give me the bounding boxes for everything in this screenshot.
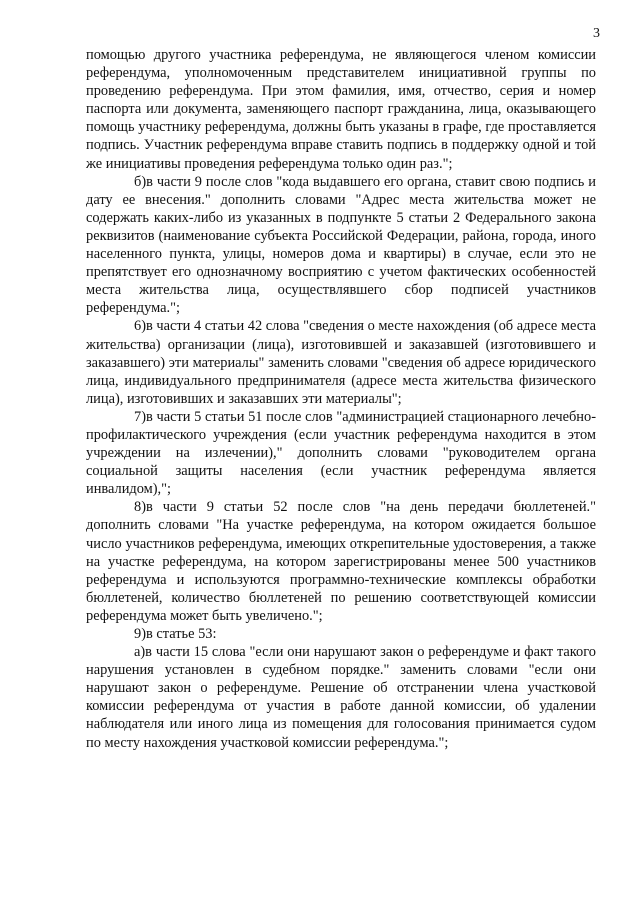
page-number: 3 <box>593 26 600 41</box>
paragraph-amendment-6: 6)в части 4 статьи 42 слова "сведения о месте нахождения (об адресе места жительства) организации (лица), изготовившей и заказавшей (изготовившего и заказавшего) эти материалы" заменить словами "сведения об адресе юридического лица, индивидуального предпринимателя (адресе места жительства физического лица), изготовивших и заказавших эти материалы"; <box>86 318 596 407</box>
paragraph-amendment-b: б)в части 9 после слов "кода выдавшего его органа, ставит свою подпись и дату ее внесения." дополнить словами "Адрес места жительства может не содержать каких-либо из указанных в подпункте 5 статьи 2 Федерального закона реквизитов (наименование субъекта Российской Федерации, района, города, иного населенного пункта, улицы, номеров дома и квартиры) в случае, если это не препятствует его однозначному восприятию с учетом фактических особенностей места жительства лица, осуществлявшего сбор подписей участников референдума."; <box>86 173 596 317</box>
document-body <box>86 46 596 752</box>
paragraph-amendment-7: 7)в части 5 статьи 51 после слов "администрацией стационарного лечебно-профилактического учреждения (если участник референдума находится в этом учреждении на излечении)," дополнить словами "руководителем органа социальной защиты населения (если участник референдума является инвалидом),"; <box>86 408 596 498</box>
paragraph-amendment-9a: а)в части 15 слова "если они нарушают закон о референдуме и факт такого нарушения установлен в судебном порядке." заменить словами "если они нарушают закон о референдуме. Решение об отстранении члена участковой комиссии референдума от участия в работе данной комиссии, об удалении наблюдателя или иного лица из помещения для голосования принимается судом по месту нахождения участковой комиссии референдума."; <box>86 644 596 751</box>
paragraph-amendment-9: 9)в статье 53: <box>134 626 217 642</box>
paragraph-continuation: помощью другого участника референдума, не являющегося членом комиссии референдума, уполномоченным представителем инициативной группы по проведению референдума. При этом фамилия, имя, отчество, серия и номер паспорта или документа, заменяющего паспорт гражданина, лица, оказывающего помощь участнику референдума, должны быть указаны в графе, где проставляется подпись. Участник референдума вправе ставить подпись в поддержку одной и той же инициативы проведения референдума только один раз."; <box>86 47 596 172</box>
paragraph-amendment-8: 8)в части 9 статьи 52 после слов "на день передачи бюллетеней." дополнить словами "На участке референдума, на котором ожидается большое число участников референдума, имеющих открепительные удостоверения, а также на участке референдума, на котором зарегистрированы менее 500 участников референдума и используются программно-технические комплексы обработки бюллетеней, количество бюллетеней по решению соответствующей комиссии референдума может быть увеличено."; <box>86 499 596 624</box>
